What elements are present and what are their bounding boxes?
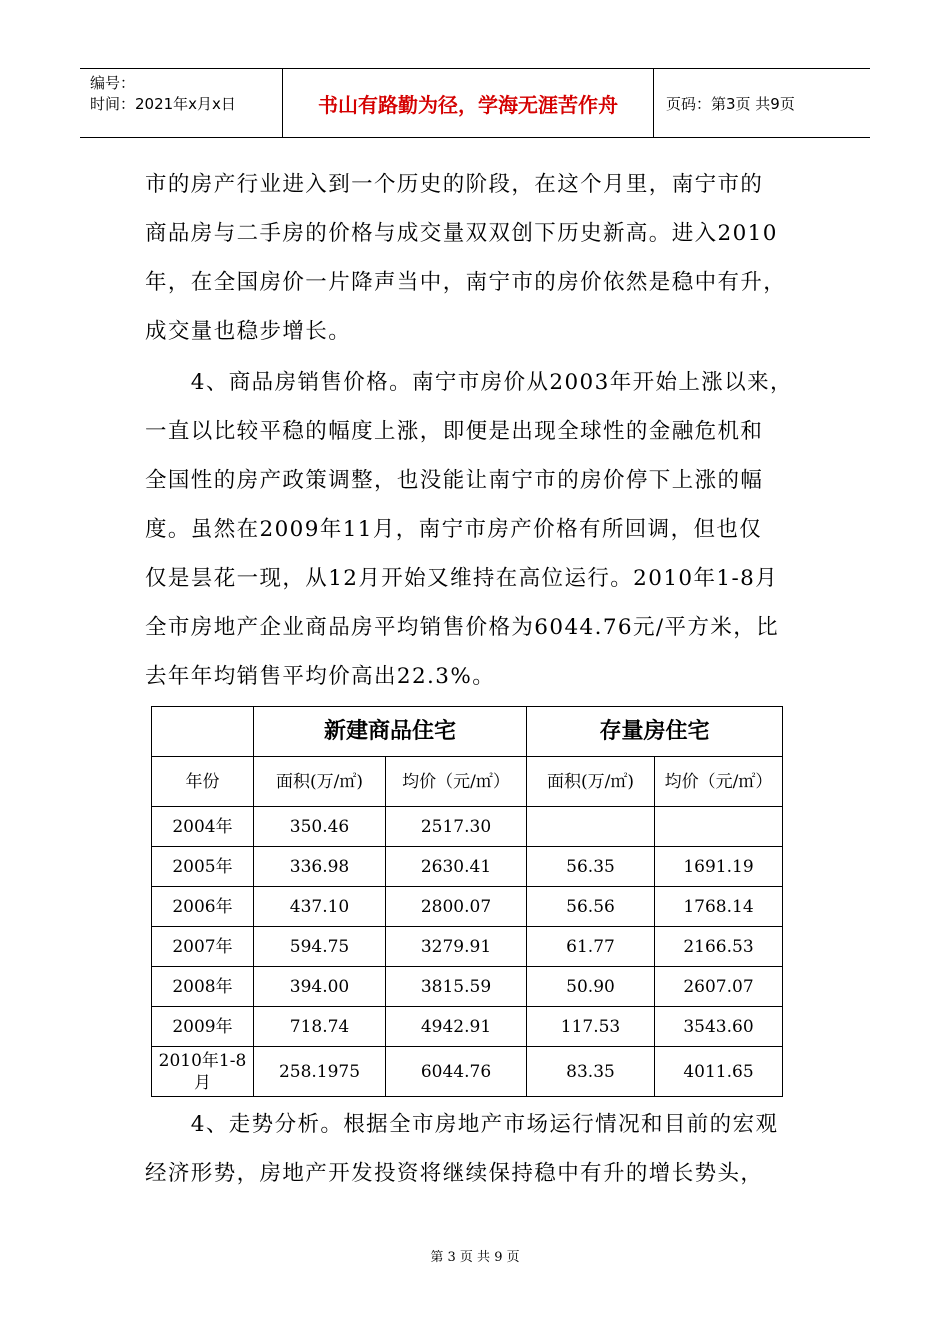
text-line: 一直以比较平稳的幅度上涨，即便是出现全球性的金融危机和 — [145, 419, 764, 444]
cell-area-stock — [527, 807, 655, 847]
cell-year: 2004年 — [152, 807, 254, 847]
cell-price-stock: 2607.07 — [655, 967, 783, 1007]
paragraph-3 — [145, 1100, 805, 1198]
header-motto: 书山有路勤为径，学海无涯苦作舟 — [283, 69, 654, 137]
table-group-header — [152, 707, 783, 757]
cell-year: 2006年 — [152, 887, 254, 927]
text-line: 度。虽然在2009年11月，南宁市房产价格有所回调，但也仅 — [145, 517, 763, 542]
cell-area-stock: 56.35 — [527, 847, 655, 887]
cell-price-stock: 1768.14 — [655, 887, 783, 927]
text-line: 全市房地产企业商品房平均销售价格为6044.76元/平方米，比 — [145, 615, 780, 640]
cell-area-stock: 61.77 — [527, 927, 655, 967]
col-header-year: 年份 — [152, 757, 254, 807]
table-column-header — [152, 757, 783, 807]
group-header-stock: 存量房住宅 — [527, 707, 783, 757]
cell-year: 2009年 — [152, 1007, 254, 1047]
cell-area-new: 718.74 — [254, 1007, 386, 1047]
text-line: 经济形势，房地产开发投资将继续保持稳中有升的增长势头， — [145, 1161, 764, 1186]
cell-area-stock: 56.56 — [527, 887, 655, 927]
cell-price-stock — [655, 807, 783, 847]
cell-price-stock: 1691.19 — [655, 847, 783, 887]
cell-price-new: 4942.91 — [386, 1007, 527, 1047]
table-row — [152, 887, 783, 927]
cell-area-stock: 83.35 — [527, 1047, 655, 1097]
table-row — [152, 807, 783, 847]
table-row — [152, 847, 783, 887]
text-line: 去年年均销售平均价高出22.3%。 — [145, 664, 496, 689]
table-row — [152, 1007, 783, 1047]
cell-area-new: 350.46 — [254, 807, 386, 847]
cell-year: 2005年 — [152, 847, 254, 887]
col-header-price-new: 均价（元/㎡） — [386, 757, 527, 807]
cell-year: 2010年1-8月 — [152, 1047, 254, 1097]
text-line: 成交量也稳步增长。 — [145, 319, 352, 344]
header-page-info — [664, 69, 870, 137]
text-line: 商品房与二手房的价格与成交量双双创下历史新高。进入2010 — [145, 221, 778, 246]
text-line: 市的房产行业进入到一个历史的阶段，在这个月里，南宁市的 — [145, 172, 764, 197]
header-meta — [80, 69, 283, 137]
text-line: 4、走势分析。根据全市房地产市场运行情况和目前的宏观 — [145, 1112, 779, 1137]
paragraph-2 — [145, 358, 805, 701]
cell-area-new: 394.00 — [254, 967, 386, 1007]
text-line: 年，在全国房价一片降声当中，南宁市的房价依然是稳中有升， — [145, 270, 787, 295]
cell-area-stock: 117.53 — [527, 1007, 655, 1047]
cell-area-new: 258.1975 — [254, 1047, 386, 1097]
cell-area-new: 437.10 — [254, 887, 386, 927]
cell-price-new: 2517.30 — [386, 807, 527, 847]
col-header-price-stock: 均价（元/㎡） — [655, 757, 783, 807]
page-info-text: 页码：第3页 共9页 — [666, 94, 795, 113]
text-line: 4、商品房销售价格。南宁市房价从2003年开始上涨以来， — [145, 370, 793, 395]
cell-area-new: 336.98 — [254, 847, 386, 887]
cell-year: 2008年 — [152, 967, 254, 1007]
table-corner-cell — [152, 707, 254, 757]
table-row — [152, 1047, 783, 1097]
text-line: 全国性的房产政策调整，也没能让南宁市的房价停下上涨的幅 — [145, 468, 764, 493]
cell-price-new: 3815.59 — [386, 967, 527, 1007]
table-row — [152, 967, 783, 1007]
cell-year: 2007年 — [152, 927, 254, 967]
cell-price-stock: 3543.60 — [655, 1007, 783, 1047]
col-header-area-stock: 面积(万/㎡) — [527, 757, 655, 807]
group-header-new: 新建商品住宅 — [254, 707, 527, 757]
page-header — [80, 68, 870, 138]
cell-area-new: 594.75 — [254, 927, 386, 967]
cell-price-stock: 4011.65 — [655, 1047, 783, 1097]
price-table — [151, 706, 783, 1097]
table-row — [152, 927, 783, 967]
cell-price-new: 2800.07 — [386, 887, 527, 927]
cell-price-stock: 2166.53 — [655, 927, 783, 967]
cell-area-stock: 50.90 — [527, 967, 655, 1007]
cell-price-new: 2630.41 — [386, 847, 527, 887]
col-header-area-new: 面积(万/㎡) — [254, 757, 386, 807]
cell-price-new: 3279.91 — [386, 927, 527, 967]
number-label: 编号： — [90, 74, 136, 92]
paragraph-1 — [145, 160, 805, 356]
page-footer: 第 3 页 共 9 页 — [430, 1250, 520, 1265]
text-line: 仅是昙花一现，从12月开始又维持在高位运行。2010年1-8月 — [145, 566, 779, 591]
time-label: 时间：2021年x月x日 — [90, 95, 236, 113]
cell-price-new: 6044.76 — [386, 1047, 527, 1097]
